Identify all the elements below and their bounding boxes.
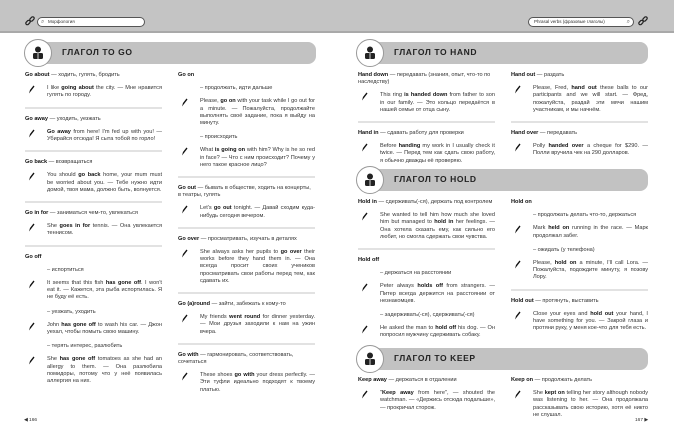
- phrase-entry: [25, 159, 162, 194]
- pen-icon: [361, 143, 368, 152]
- phrase: Go back: [25, 159, 48, 166]
- example-phrase: goes in for: [59, 223, 91, 230]
- example-sentence: [178, 249, 315, 285]
- example-phrase: handing: [398, 143, 421, 150]
- phrase-definition: — сдерживать(-ся), держать под контролем: [376, 199, 493, 205]
- phrase-heading: [178, 301, 315, 308]
- example-phrase: hold in: [434, 219, 454, 226]
- phrase-entry: [511, 130, 648, 158]
- divider: [25, 245, 162, 247]
- section-banner-go: [30, 42, 316, 64]
- phrase-definition: — держаться в отдалении: [386, 377, 457, 383]
- example-sentence: [25, 85, 162, 99]
- phrase-definition: — ходить, гулять, бродить: [49, 72, 120, 78]
- phrase-heading: [178, 185, 315, 199]
- phrase-heading: [358, 377, 495, 384]
- phrase-heading: [178, 352, 315, 366]
- keep-column-1: [358, 377, 495, 419]
- example-sentence: [25, 223, 162, 237]
- divider: [25, 107, 162, 109]
- page-number-right[interactable]: 167 ▶: [635, 418, 649, 423]
- top-toolbar: [0, 0, 674, 33]
- sense-definition: – продолжать делать что-то, держаться: [533, 212, 637, 219]
- phrase-entry: [511, 199, 648, 282]
- phrase: Hold in: [358, 199, 377, 205]
- example-phrase: going about: [61, 85, 94, 92]
- example-phrase: has gone off: [61, 321, 96, 328]
- sense-definition: – ожидать (у телефона): [533, 246, 595, 253]
- phrase-heading: [358, 72, 495, 86]
- phrase-definition: — просматривать, изучать в деталях: [199, 235, 297, 242]
- hand-column-2: [511, 72, 648, 165]
- example-sentence: [358, 212, 495, 241]
- section-banner-keep: [362, 348, 648, 370]
- pen-icon: [181, 314, 188, 323]
- example-text: Please, Fred,: [533, 85, 572, 92]
- example-translation: . I won't eat it. — Кажется, эта рыба испортилась. Я не буду её есть.: [47, 280, 162, 301]
- example-translation: tennis. — Она увлекается теннисом.: [47, 223, 162, 237]
- phrase-heading: [511, 377, 648, 384]
- example-phrase: hold off: [435, 325, 457, 332]
- phrase-heading: [358, 257, 495, 264]
- hold-column-2: [511, 199, 648, 339]
- phrase-entry: [178, 352, 315, 394]
- pen-icon: [514, 311, 521, 320]
- example-text: These shoes: [200, 372, 235, 379]
- example-sentence: [358, 283, 495, 305]
- example-translation: with him? Why is he so red in face? — Что с ним происходит? Почему у него такое красное лицо?: [200, 147, 315, 168]
- phrase: Hold out: [511, 297, 534, 304]
- example-sentence: [25, 172, 162, 194]
- phrase-entry: [178, 236, 315, 285]
- example-translation: with your task while I go out for a minute. — Пожалуйста, продолжайте выполнять своё задание, пока я выйду на минуту.: [200, 98, 315, 127]
- phrase-entry: [511, 298, 648, 333]
- example-text: Before: [380, 143, 399, 150]
- phrase-heading: [511, 130, 648, 137]
- section-title: ГЛАГОЛ TO HAND: [394, 47, 478, 57]
- divider: [511, 121, 648, 123]
- search-icon[interactable]: ⌕: [41, 19, 45, 25]
- example-sentence: [178, 314, 315, 336]
- example-translation: your dress perfectly. — Эти туфли идеально подходят к твоему платью.: [200, 372, 315, 393]
- example-sentence: [511, 260, 648, 282]
- phrase-definition: — сдавать работу для проверки: [378, 130, 464, 137]
- example-phrase: hold out: [590, 310, 614, 317]
- link-icon[interactable]: [25, 16, 35, 26]
- phrase: Hold on: [511, 199, 532, 205]
- sense-definition: – держаться на расстоянии: [380, 270, 452, 277]
- example-sentence: [511, 143, 648, 157]
- example-translation: home, your mum must be worried about you. — Тебе нужно идти домой, твоя мама, должно быть, волнуется.: [47, 172, 163, 193]
- prev-page-icon[interactable]: ◀: [24, 418, 28, 423]
- divider: [25, 150, 162, 152]
- phrase-entry: [511, 72, 648, 114]
- hand-column-1: [358, 72, 495, 172]
- phrase-entry: [358, 377, 495, 412]
- example-phrase: go out: [213, 205, 232, 212]
- search-input-left[interactable]: [37, 17, 145, 27]
- example-text: ": [380, 390, 382, 397]
- example-phrase: kept on: [544, 390, 565, 397]
- phrase-entry: [358, 72, 495, 114]
- example-sentence: [511, 311, 648, 333]
- phrase: Go (a)round: [178, 301, 211, 308]
- phrase-entry: [358, 199, 495, 241]
- section-banner-hold: [362, 169, 648, 191]
- example-phrase: held on: [548, 225, 570, 232]
- example-translation: running in the race. — Марк продолжал забег.: [533, 225, 649, 239]
- section-title: ГЛАГОЛ TO GO: [62, 47, 133, 57]
- example-phrase: handed over: [548, 143, 584, 150]
- example-phrase: go on: [220, 98, 236, 105]
- pen-icon: [514, 390, 521, 399]
- example-sentence: [178, 372, 315, 394]
- link-icon[interactable]: [638, 16, 648, 26]
- example-text: You should: [47, 172, 79, 179]
- pen-icon: [181, 205, 188, 214]
- phrase-entry: [25, 72, 162, 100]
- example-phrase: has gone off: [59, 356, 96, 363]
- pen-icon: [28, 223, 35, 232]
- sense-definition: – уезжать, уходить: [47, 308, 96, 315]
- example-text: She: [533, 390, 545, 397]
- phrase: Go with: [178, 351, 199, 358]
- go-column-2: [178, 72, 315, 401]
- example-sentence: [511, 225, 648, 239]
- phrase: Hand down: [358, 72, 389, 78]
- phrase-entry: [178, 301, 315, 336]
- divider: [178, 343, 315, 345]
- keep-column-2: [511, 377, 648, 426]
- phrase-entry: [358, 257, 495, 340]
- example-sentence: [358, 390, 495, 412]
- example-translation: his dog. — Он попросил мужчину сдерживать собаку.: [380, 325, 495, 339]
- search-value: Phrasal verbs (фразовые глаголы): [534, 19, 605, 24]
- example-phrase: holds off: [417, 283, 443, 290]
- phrase-heading: [178, 72, 315, 79]
- pen-icon: [361, 325, 368, 334]
- phrase-heading: [511, 72, 648, 79]
- pen-icon: [514, 225, 521, 234]
- phrase-heading: [511, 199, 648, 206]
- pen-icon: [361, 390, 368, 399]
- phrase: Keep away: [358, 377, 387, 383]
- reader-icon: [24, 39, 52, 67]
- example-sentence: [25, 322, 162, 336]
- example-text: He asked the man to: [380, 325, 436, 332]
- divider: [511, 289, 648, 291]
- example-translation: tomatoes as she had an allergy to them. — Она разлюбила помидоры, потому что у неё появилась аллергия на них.: [47, 356, 162, 385]
- pen-icon: [514, 85, 521, 94]
- example-translation: from strangers. — Питер всегда держится на расстоянии от незнакомцев.: [380, 283, 495, 304]
- phrase-entry: [178, 185, 315, 220]
- example-text: She always asks her pupils to: [200, 249, 281, 256]
- example-phrase: go over: [280, 249, 302, 256]
- pen-icon: [181, 372, 188, 381]
- phrase-heading: [25, 72, 162, 79]
- sense-definition: – задерживать(-ся), сдерживать(-ся): [380, 312, 475, 319]
- pen-icon: [361, 212, 368, 221]
- example-sentence: [511, 390, 648, 419]
- divider: [358, 248, 495, 250]
- phrase: Keep on: [511, 377, 534, 383]
- phrase: Hold off: [358, 257, 380, 264]
- divider: [178, 227, 315, 229]
- example-text: She: [47, 223, 60, 230]
- section-banner-hand: [362, 42, 648, 64]
- pen-icon: [28, 129, 35, 138]
- pen-icon: [181, 249, 188, 258]
- sense-definition: – происходить: [200, 134, 238, 141]
- phrase-heading: [358, 199, 495, 206]
- example-translation: for dinner yesterday. — Мои друзья заходили к нам на ужин вчера.: [200, 314, 316, 335]
- phrase-heading: [358, 130, 495, 137]
- pen-icon: [28, 172, 35, 181]
- example-translation: their works before they hand them in. — Она всегда просит своих учеников просматривать свои работы перед тем, как сдавать их.: [200, 249, 315, 284]
- phrase-entry: [511, 377, 648, 419]
- next-page-icon[interactable]: ▶: [644, 418, 649, 423]
- phrase-heading: [25, 254, 162, 261]
- phrase-definition: — гармонировать, соответствовать, сочетаться: [178, 351, 294, 366]
- example-translation: from here! I'm fed up with you! — Убирайся отсюда! Я сыта тобой по горло!: [47, 128, 162, 143]
- reader-icon: [356, 345, 384, 373]
- phrase-entry: [178, 72, 315, 169]
- phrase-definition: — раздать: [535, 72, 565, 78]
- example-sentence: [178, 205, 315, 219]
- example-phrase: is going on: [214, 147, 246, 154]
- divider: [178, 176, 315, 178]
- example-text: Polly: [533, 143, 549, 150]
- phrase-definition: — передавать (знания, опыт, что-то по наследству): [358, 72, 491, 86]
- pen-icon: [28, 280, 35, 289]
- phrase: Go away: [25, 115, 49, 122]
- search-icon[interactable]: ⌕: [626, 19, 630, 25]
- hold-column-1: [358, 199, 495, 347]
- example-text: My friends: [200, 314, 230, 321]
- example-text: It seems that this fish: [47, 280, 106, 287]
- example-sentence: [178, 147, 315, 169]
- example-text: Peter always: [380, 283, 418, 290]
- example-translation: to wash his car. — Джон уехал, чтобы помыть свою машину.: [47, 321, 162, 336]
- go-column-1: [25, 72, 162, 392]
- phrase: Hand over: [511, 130, 539, 137]
- phrase: Go about: [25, 72, 50, 78]
- phrase-heading: [178, 236, 315, 243]
- phrase-definition: — зайти, забежать к кому-то: [210, 301, 286, 308]
- phrase-entry: [358, 130, 495, 165]
- example-text: She wanted to tell him how much she loved him but managed to: [380, 212, 495, 226]
- example-phrase: went round: [229, 314, 261, 321]
- example-text: What: [200, 147, 215, 154]
- divider: [178, 292, 315, 294]
- example-phrase: has gone off: [105, 280, 141, 287]
- phrase-definition: — передавать: [538, 130, 578, 137]
- example-sentence: [25, 129, 162, 143]
- example-text: Mark: [533, 225, 549, 232]
- example-translation: these balls to our participants and we will start. — Фред, пожалуйста, раздай эти мячи нашим участникам, и мы начнём.: [533, 85, 649, 113]
- sense-definition: – терять интерес, разлюбить: [47, 343, 123, 350]
- phrase-heading: [25, 159, 162, 166]
- pen-icon: [514, 143, 521, 152]
- example-translation: a minute, I'll call Lora. — Пожалуйста, подождите минуту, я позову Лору.: [533, 260, 648, 281]
- phrase-heading: [25, 116, 162, 123]
- reader-icon: [356, 39, 384, 67]
- divider: [358, 121, 495, 123]
- pen-icon: [361, 283, 368, 292]
- phrase-definition: — протянуть, выставить: [533, 297, 599, 304]
- example-text: Please,: [533, 260, 555, 267]
- pen-icon: [514, 260, 521, 269]
- phrase: Go out: [178, 185, 197, 192]
- phrase: Go in for: [25, 210, 49, 217]
- phrase-definition: — возвращаться: [47, 159, 93, 166]
- pen-icon: [181, 147, 188, 156]
- phrase: Go off: [25, 253, 42, 260]
- phrase: Hand in: [358, 130, 379, 137]
- section-title: ГЛАГОЛ TO KEEP: [394, 353, 476, 363]
- example-text: This ring: [380, 92, 405, 99]
- sense-definition: – испортиться: [47, 266, 84, 273]
- example-phrase: hand out: [571, 85, 597, 92]
- example-text: John: [47, 321, 62, 328]
- example-translation: her feelings. — Она хотела сказать ему, как сильно его любит, но смогла сдержать свои чувства.: [380, 219, 495, 240]
- example-text: I like: [47, 85, 62, 92]
- example-phrase: Keep away: [382, 390, 414, 397]
- phrase: Go on: [178, 72, 195, 78]
- example-translation: telling her story although nobody was listening to her. — Она продолжала рассказывать свою историю, хотя её никто не слушал.: [533, 390, 648, 418]
- search-value: Морфология: [48, 19, 75, 24]
- example-translation: from father to son in our family. — Это кольцо передаётся в нашей семье от отца сыну.: [380, 92, 495, 113]
- phrase-entry: [25, 210, 162, 238]
- example-translation: the city. — Мне нравится гулять по городу.: [47, 85, 162, 99]
- search-input-right[interactable]: [528, 17, 634, 27]
- example-translation: your hand, I have something for you. — Закрой глаза и протяни руку, у меня кое-что для тебя есть.: [533, 310, 648, 332]
- phrase-heading: [25, 210, 162, 217]
- section-title: ГЛАГОЛ TO HOLD: [394, 174, 477, 184]
- example-phrase: go back: [78, 172, 101, 179]
- sense-definition: – продолжать, идти дальше: [200, 85, 273, 92]
- example-sentence: [25, 280, 162, 302]
- page-number-left[interactable]: ◀ 166: [24, 418, 38, 423]
- example-text: Let's: [200, 205, 214, 212]
- example-text: Close your eyes and: [533, 310, 591, 317]
- example-sentence: [178, 98, 315, 127]
- pen-icon: [361, 92, 368, 101]
- example-phrase: is handed down: [404, 92, 448, 99]
- example-text: She: [47, 356, 60, 363]
- example-sentence: [358, 325, 495, 339]
- phrase: Go over: [178, 235, 200, 242]
- phrase-entry: [25, 116, 162, 144]
- phrase-definition: — уходить, уезжать: [48, 115, 101, 122]
- phrase-heading: [511, 298, 648, 305]
- phrase-definition: — бывать в обществе, ходить на концерты, в театры, гулять: [178, 185, 311, 199]
- example-phrase: hold on: [554, 260, 577, 267]
- pen-icon: [28, 85, 35, 94]
- phrase-definition: — заниматься чем-то, увлекаться: [48, 210, 138, 217]
- phrase-definition: — продолжать делать: [533, 377, 593, 383]
- example-sentence: [511, 85, 648, 114]
- divider: [25, 201, 162, 203]
- pen-icon: [181, 98, 188, 107]
- pen-icon: [28, 322, 35, 331]
- example-sentence: [358, 92, 495, 114]
- example-text: Please,: [200, 98, 221, 105]
- example-translation: a cheque for $290. — Полли вручила чек на 290 долларов.: [533, 143, 648, 157]
- example-sentence: [358, 143, 495, 165]
- example-phrase: Go away: [47, 128, 71, 135]
- pen-icon: [28, 356, 35, 365]
- example-phrase: go with: [234, 372, 255, 379]
- example-translation: tonight. — Давай сходим куда-нибудь сегодня вечером.: [200, 205, 315, 219]
- phrase: Hand out: [511, 72, 536, 78]
- example-sentence: [25, 356, 162, 385]
- example-translation: my work in I usually check it twice. — Перед тем как сдать свою работу, я обычно дважды её проверяю.: [380, 143, 495, 164]
- example-translation: from here", — shouted the watchman. — «Держись отсюда подальше», — прокричал сторож.: [380, 390, 495, 411]
- phrase-entry: [25, 254, 162, 386]
